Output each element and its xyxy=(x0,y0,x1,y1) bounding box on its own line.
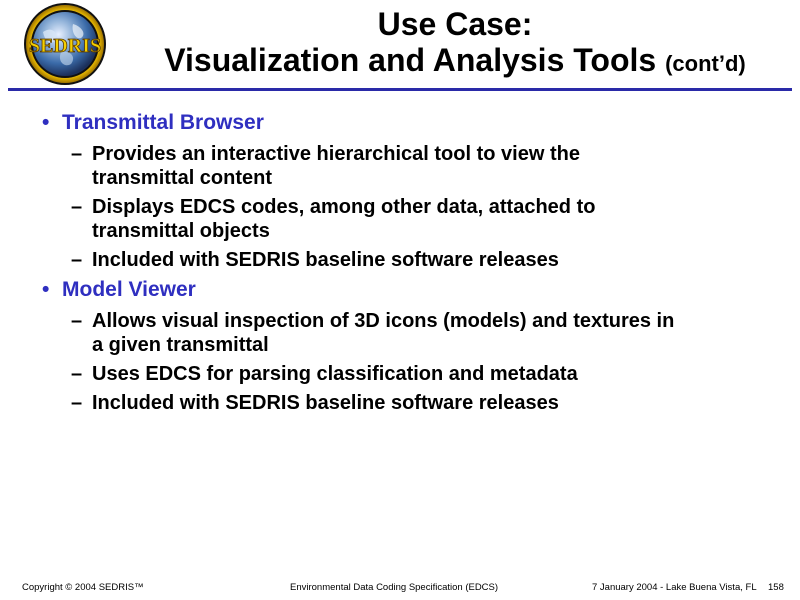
sub-bullet xyxy=(40,362,682,386)
sub-bullet-text: Included with SEDRIS baseline software releases xyxy=(92,249,559,271)
sub-bullet xyxy=(40,391,682,415)
dash-icon: – xyxy=(71,310,83,332)
sedris-logo xyxy=(21,2,109,86)
bullet-heading: Transmittal Browser xyxy=(62,111,264,134)
sub-bullet xyxy=(40,309,682,357)
sub-bullet xyxy=(40,195,682,243)
bullet-model-viewer xyxy=(40,277,760,303)
slide-title xyxy=(120,6,790,82)
footer-page-number: 158 xyxy=(768,582,784,593)
bullet-dot-icon: • xyxy=(42,278,50,301)
bullet-transmittal-browser xyxy=(40,110,760,136)
title-suffix: (cont’d) xyxy=(665,51,746,76)
dash-icon: – xyxy=(71,143,83,165)
sub-bullet-text: Included with SEDRIS baseline software releases xyxy=(92,392,559,414)
bullet-heading: Model Viewer xyxy=(62,278,196,301)
footer-title: Environmental Data Coding Specification (EDCS) xyxy=(290,582,499,593)
footer-date-location: 7 January 2004 - Lake Buena Vista, FL xyxy=(592,582,757,593)
sub-bullet xyxy=(40,142,682,190)
footer-copyright: Copyright © 2004 SEDRIS™ xyxy=(22,582,144,593)
title-line-2 xyxy=(120,42,790,82)
dash-icon: – xyxy=(71,363,83,385)
bullet-list xyxy=(40,110,760,420)
dash-icon: – xyxy=(71,392,83,414)
bullet-dot-icon: • xyxy=(42,111,50,134)
slide-footer xyxy=(0,582,800,596)
dash-icon: – xyxy=(71,249,83,271)
title-divider xyxy=(8,88,792,91)
title-main: Visualization and Analysis Tools xyxy=(164,42,657,78)
sub-bullet-text: Provides an interactive hierarchical tool to view the transmittal content xyxy=(92,143,580,189)
dash-icon: – xyxy=(71,196,83,218)
sub-bullet-text: Allows visual inspection of 3D icons (models) and textures in a given transmittal xyxy=(92,310,675,356)
sub-bullet-text: Displays EDCS codes, among other data, attached to transmittal objects xyxy=(92,196,596,242)
logo-text: SEDRIS xyxy=(28,35,102,57)
title-line-1: Use Case: xyxy=(377,6,533,42)
sedris-globe-icon xyxy=(21,2,109,86)
sub-bullet-text: Uses EDCS for parsing classification and metadata xyxy=(92,363,578,385)
sub-bullet xyxy=(40,248,682,272)
